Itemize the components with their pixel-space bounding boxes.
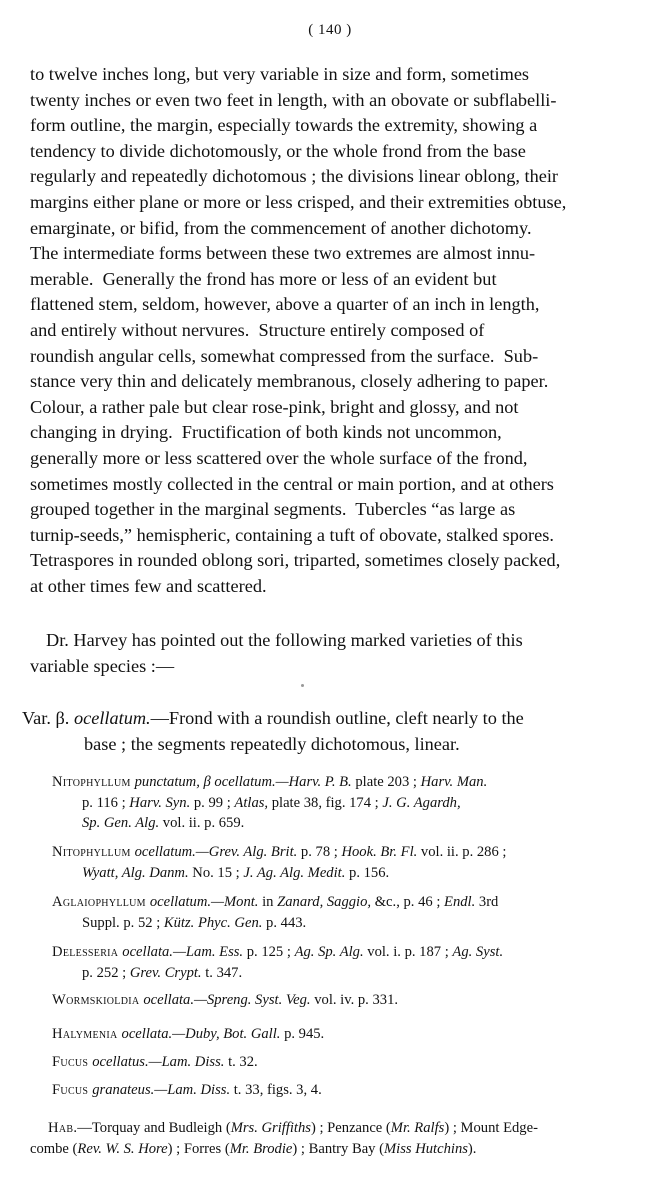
italic-text: ocellata.—Duby, Bot. Gall. [121, 1026, 281, 1042]
synonym-entry [52, 842, 636, 883]
synonym-entry [52, 772, 636, 834]
text-run: vol. ii. p. 286 ; [417, 844, 507, 860]
genus-name: Fucus [52, 1054, 93, 1070]
habitat-line [30, 1118, 642, 1139]
habitat-line [30, 1139, 642, 1160]
text-line: twenty inches or even two feet in length, with an obovate or subflabelli- [30, 89, 557, 110]
text-line: changing in drying. Fructification of both kinds not uncommon, [30, 422, 502, 443]
italic-text: Rev. W. S. Hore [77, 1140, 168, 1157]
synonym-line [52, 863, 636, 884]
text-line: generally more or less scattered over the whole surface of the frond, [30, 447, 528, 468]
habitat [30, 1118, 642, 1159]
genus-name: Delesseria [52, 944, 123, 960]
italic-text: Ag. Syst. [452, 944, 504, 960]
text-run: ) ; Penzance ( [310, 1120, 391, 1136]
synonym-entry [52, 1024, 636, 1045]
text-run: plate 38, fig. 174 ; [268, 794, 383, 811]
synonym-line [52, 1080, 636, 1101]
synonym-line [52, 842, 636, 863]
italic-text: Wyatt, Alg. Danm. [82, 864, 189, 881]
italic-text: Zanard, Saggio, [277, 894, 372, 910]
text-line: roundish angular cells, somewhat compressed from the surface. Sub- [30, 345, 539, 366]
synonym-line [52, 892, 636, 913]
italic-text: J. G. Agardh, [382, 794, 461, 811]
text-line: flattened stem, seldom, however, above a quarter of an inch in length, [30, 294, 540, 315]
text-line: form outline, the margin, especially towards the extremity, showing a [30, 115, 538, 136]
text-run: 3rd [475, 894, 499, 910]
genus-name: Nitophyllum [52, 844, 135, 860]
text-run: combe ( [30, 1140, 78, 1157]
synonym-line [52, 913, 636, 934]
text-run: p. 443. [262, 914, 307, 931]
text-run: t. 33, figs. 3, 4. [230, 1082, 322, 1098]
text-line: tendency to divide dichotomously, or the whole frond from the base [30, 140, 526, 161]
italic-text: Atlas, [234, 794, 269, 811]
text-run: p. 252 ; [82, 964, 130, 981]
text-line: merable. Generally the frond has more or less of an evident but [30, 268, 497, 289]
text-line: Dr. Harvey has pointed out the following marked varieties of this [46, 630, 523, 650]
text-run: ) ; Bantry Bay ( [292, 1140, 384, 1157]
text-run: ) ; Forres ( [167, 1140, 230, 1157]
text-run: &c., p. 46 ; [371, 894, 445, 910]
text-run: —Torquay and Budleigh ( [77, 1120, 231, 1136]
text-run: vol. i. p. 187 ; [363, 944, 453, 960]
italic-text: ocellatus.—Lam. Diss. [92, 1054, 225, 1070]
text-line: The intermediate forms between these two extremes are almost innu- [30, 243, 536, 264]
italic-text: Harv. Syn. [129, 794, 191, 811]
genus-name: Halymenia [52, 1026, 122, 1042]
text-run: t. 347. [201, 964, 243, 981]
synonym-line [52, 990, 636, 1011]
genus-name: Wormskioldia [52, 992, 144, 1008]
italic-text: ocellatum.—Mont. [149, 894, 259, 910]
text-line: variable species :— [30, 655, 175, 676]
text-line: Colour, a rather pale but clear rose-pink, bright and glossy, and not [30, 396, 519, 417]
italic-text: ocellata.—Lam. Ess. [122, 944, 244, 960]
text-line: to twelve inches long, but very variable in size and form, sometimes [30, 64, 530, 84]
italic-text: Mr. Brodie [229, 1140, 293, 1157]
text-run: p. 78 ; [297, 844, 342, 860]
text-run: vol. ii. p. 659. [159, 815, 245, 831]
italic-text: Mr. Ralfs [390, 1120, 445, 1136]
text-run: vol. iv. p. 331. [310, 992, 399, 1008]
text-line: regularly and repeatedly dichotomous ; the divisions linear oblong, their [30, 166, 558, 187]
synonym-entry [52, 1080, 636, 1101]
variety-description: —Frond with a roundish outline, cleft nearly to the [150, 708, 524, 728]
page-number: ( 140 ) [308, 22, 352, 38]
text-run: in [258, 894, 278, 910]
text-line: and entirely without nervures. Structure entirely composed of [30, 319, 485, 340]
italic-text: J. Ag. Alg. Medit. [243, 864, 346, 881]
text-run: ). [467, 1140, 477, 1157]
italic-text: Grev. Crypt. [129, 964, 202, 981]
variety-heading [22, 706, 642, 757]
italic-text: granateus.—Lam. Diss. [92, 1082, 231, 1098]
variety-name: ocellatum. [73, 708, 151, 728]
italic-text: Kütz. Phyc. Gen. [163, 914, 263, 931]
synonym-entry [52, 1052, 636, 1073]
text-run: p. 99 ; [190, 794, 235, 811]
synonym-entry [52, 942, 636, 983]
italic-text: ocellata.—Spreng. Syst. Veg. [143, 992, 311, 1008]
synonym-line [52, 772, 636, 793]
text-line: stance very thin and delicately membranous, closely adhering to paper. [30, 371, 549, 392]
italic-text: Miss Hutchins [384, 1140, 468, 1157]
text-line: emarginate, or bifid, from the commencement of another dichotomy. [30, 217, 532, 238]
separator-dot [301, 684, 304, 687]
synonym-entry [52, 892, 636, 933]
synonym-entry [52, 990, 636, 1011]
genus-name: Hab. [48, 1120, 78, 1136]
synonym-line [52, 942, 636, 963]
text-run: No. 15 ; [188, 864, 244, 881]
synonym-line [52, 813, 636, 834]
synonym-line [52, 963, 636, 984]
species-description [30, 62, 642, 599]
text-run: ) ; Mount Edge- [444, 1120, 538, 1136]
genus-name: Nitophyllum [52, 774, 135, 790]
variety-line-1 [22, 706, 642, 732]
synonym-line [52, 1052, 636, 1073]
text-run: p. 945. [280, 1026, 325, 1042]
text-line: turnip-seeds,” hemispheric, containing a tuft of obovate, stalked spores. [30, 524, 554, 545]
text-run: plate 203 ; [351, 774, 421, 790]
italic-text: Endl. [444, 894, 476, 910]
text-line: Tetraspores in rounded oblong sori, triparted, sometimes closely packed, [30, 550, 561, 571]
text-run: p. 125 ; [243, 944, 295, 960]
synonym-line [52, 793, 636, 814]
italic-text: Ag. Sp. Alg. [294, 944, 364, 960]
genus-name: Aglaiophyllum [52, 894, 150, 910]
text-run: p. 156. [345, 864, 390, 881]
varieties-intro [30, 628, 642, 679]
italic-text: Harv. Man. [420, 774, 488, 790]
text-line: grouped together in the marginal segments. Tubercles “as large as [30, 499, 516, 520]
text-line: at other times few and scattered. [30, 575, 267, 596]
italic-text: punctatum, β ocellatum.—Harv. P. B. [134, 774, 352, 790]
italic-text: Hook. Br. Fl. [341, 844, 418, 860]
italic-text: Mrs. Griffiths [230, 1120, 311, 1136]
italic-text: Sp. Gen. Alg. [82, 815, 160, 831]
text-run: p. 116 ; [82, 794, 130, 811]
text-line: sometimes mostly collected in the central or main portion, and at others [30, 473, 554, 494]
variety-line-2: base ; the segments repeatedly dichotomous, linear. [84, 733, 460, 754]
text-run: Suppl. p. 52 ; [82, 914, 164, 931]
text-line: margins either plane or more or less crisped, and their extremities obtuse, [30, 191, 567, 212]
genus-name: Fucus [52, 1082, 93, 1098]
italic-text: ocellatum.—Grev. Alg. Brit. [134, 844, 298, 860]
synonym-line [52, 1024, 636, 1045]
text-run: t. 32. [224, 1054, 258, 1070]
variety-label: Var. β. [22, 708, 74, 728]
